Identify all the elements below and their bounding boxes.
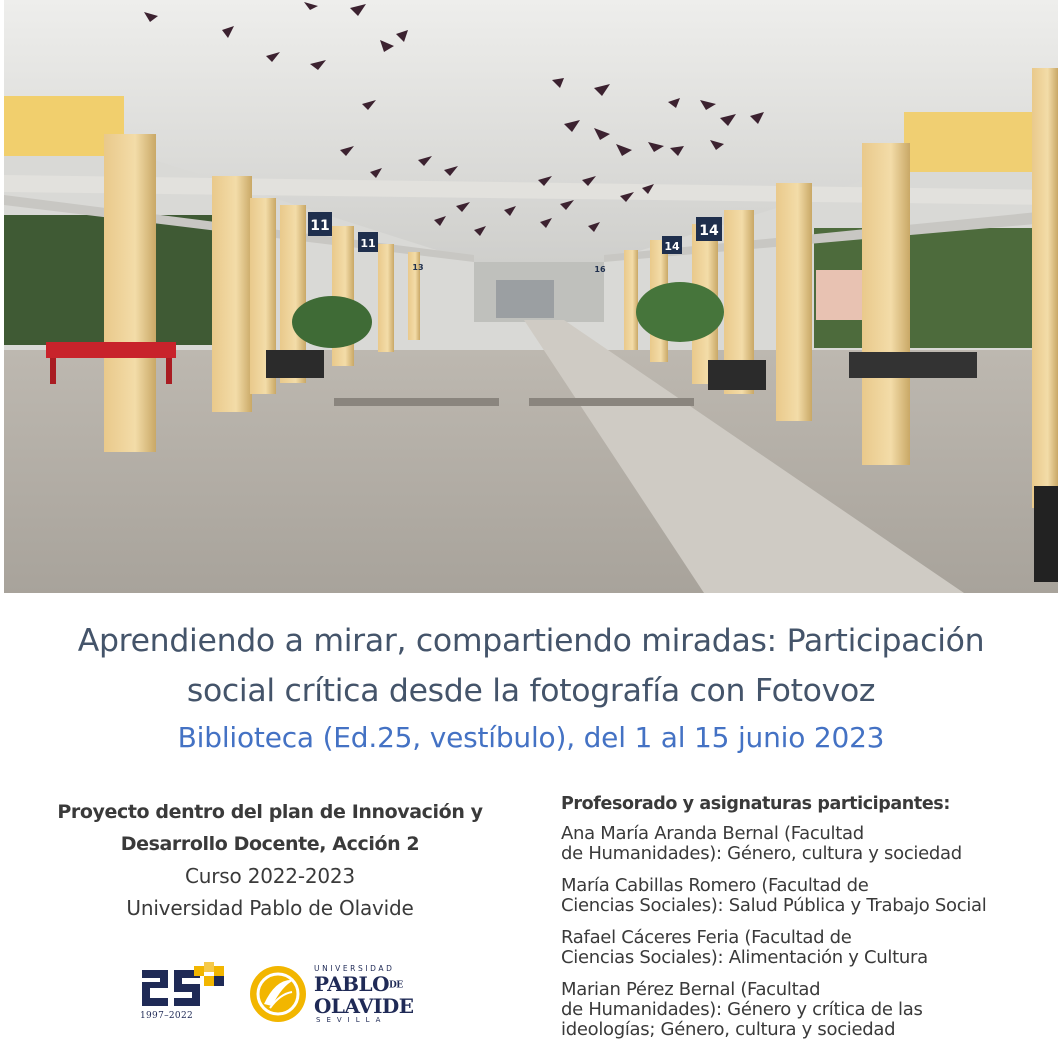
sign-number: 11 xyxy=(310,218,330,234)
sign-number: 14 xyxy=(699,223,719,239)
project-line: Desarrollo Docente, Acción 2 xyxy=(120,833,420,855)
anniversary-years: 1997–2022 xyxy=(140,1011,194,1021)
title-line: Aprendiendo a mirar, compartiendo miradas: Participación xyxy=(77,623,985,659)
upo-logo-top: UNIVERSIDAD xyxy=(314,964,395,973)
anniversary-logo xyxy=(138,962,230,1024)
participant-entry: Ana María Aranda Bernal (Facultad de Humanidades): Género, cultura y sociedad xyxy=(561,823,962,864)
upo-logo-bottom: SEVILLA xyxy=(316,1016,387,1024)
course-year: Curso 2022-2023 xyxy=(185,864,355,888)
project-info xyxy=(20,796,520,924)
upo-logo-name: PABLODE OLAVIDE xyxy=(314,972,414,1018)
exhibition-photo xyxy=(4,0,1058,593)
sign-number: 13 xyxy=(412,263,424,272)
university-name: Universidad Pablo de Olavide xyxy=(126,896,414,920)
participants-section xyxy=(561,792,1051,1052)
exhibition-title xyxy=(0,616,1062,716)
title-line: social crítica desde la fotografía con Fotovoz xyxy=(186,673,876,709)
sign-number: 14 xyxy=(664,240,680,253)
sign-number: 11 xyxy=(360,237,376,250)
upo-logo xyxy=(248,962,414,1026)
sign-number: 16 xyxy=(594,265,606,274)
participants-heading: Profesorado y asignaturas participantes: xyxy=(561,794,950,814)
participant-entry: Marian Pérez Bernal (Facultad de Humanidades): Género y crítica de las ideologías; Género, cultura y sociedad xyxy=(561,979,923,1040)
project-line: Proyecto dentro del plan de Innovación y xyxy=(57,801,483,823)
venue-dates: Biblioteca (Ed.25, vestíbulo), del 1 al 15 junio 2023 xyxy=(177,721,885,754)
participant-entry: Rafael Cáceres Feria (Facultad de Ciencias Sociales): Alimentación y Cultura xyxy=(561,927,928,968)
participant-entry: María Cabillas Romero (Facultad de Ciencias Sociales): Salud Pública y Trabajo Social xyxy=(561,875,987,916)
